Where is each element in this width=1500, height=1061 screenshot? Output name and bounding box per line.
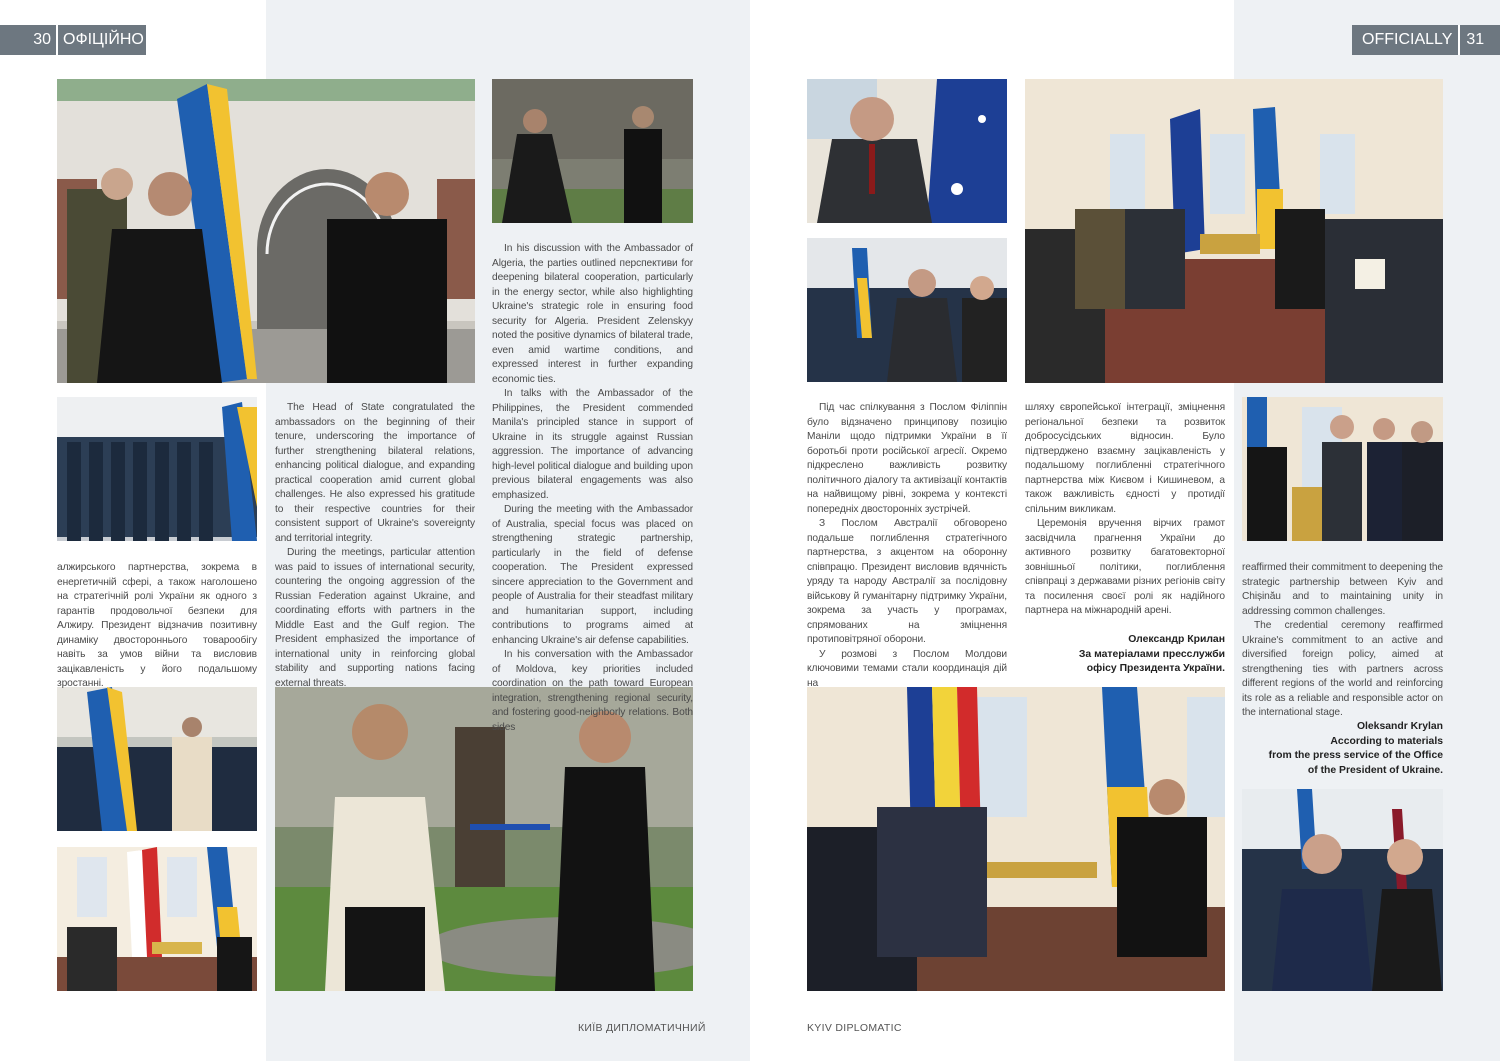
footer-magazine-title: KYIV DIPLOMATIC — [807, 1022, 902, 1034]
paragraph: During the meetings, particular attention was paid to issues of international security, countering the ongoing aggression of the Russian Federation against Ukraine, and coordinating efforts with partners in the Middle East and the Gulf region. The President emphasized the importance of international unity in reinforcing global stability and supporting nations facing external threats. — [275, 547, 475, 689]
signature-en — [1242, 720, 1443, 778]
photo-honor-guard — [57, 397, 257, 541]
text-column-en-2 — [492, 242, 693, 735]
paragraph: The Head of State congratulated the ambassadors on the beginning of their tenure, underscoring the importance of further strengthening bilateral relations, enhancing political dialogue, and expanding practical cooperation amid current global challenges. He also expressed his gratitude to their respective countries for their consistent support of Ukraine's sovereignty and territorial integrity. — [275, 402, 475, 544]
paragraph: The credential ceremony reaffirmed Ukraine's commitment to an active and diversified foreign policy, aimed at strengthening ties with partners across different regions of the world and reinforcing its role as a reliable and responsible actor on the international stage. — [1242, 620, 1443, 718]
text-column-ua-2 — [1025, 401, 1225, 619]
paragraph: У розмові з Послом Молдови ключовими темами стали координація дій на — [807, 648, 1007, 689]
section-title: ОФІЦІЙНО — [63, 31, 144, 48]
text-column-ua-1 — [807, 401, 1007, 691]
source-line: According to materials — [1330, 735, 1443, 747]
paragraph: In his conversation with the Ambassador of Moldova, key priorities included coordination on the path toward European integration, strengthening regional security, and fostering good-neighborly relations. Both sides — [492, 649, 693, 733]
photo-philippines-ceremony — [57, 687, 257, 831]
section-title: OFFICIALLY — [1362, 31, 1453, 48]
author-name: Oleksandr Krylan — [1356, 721, 1443, 732]
paragraph: reaffirmed their commitment to deepening the strategic partnership between Kyiv and Chișinău and to maintaining unity in addressing common challenges. — [1242, 562, 1443, 617]
paragraph: З Послом Австралії обговорено подальше поглиблення стратегічного партнерства, з акцентом на оборонну співпрацю. Президент висловив вдячність уряду та народу Австралії за послідовну військову й гуманітарну підтримку України, зокрема за участь у програмах, спрямованих на зміцнення протиповітряної оборони. — [807, 518, 1007, 645]
page-number: 30 — [33, 31, 51, 48]
paragraph: Церемонія вручення вірчих грамот засвідчила прагнення України до активного розвитку багатовекторної зовнішньої політики, поглиблення співпраці з державами різних регіонів світу та посилення своєї ролі як надійного партнера на міжнародній арені. — [1025, 518, 1225, 616]
photo-moldova-delegation — [1242, 397, 1443, 541]
photo-australia-meeting — [1025, 79, 1443, 383]
photo-australia-ambassador — [807, 79, 1007, 223]
photo-moldova-ambassador-arrival — [1242, 789, 1443, 991]
paragraph: шляху європейської інтеграції, зміцнення регіональної безпеки та розвиток добросусідських відносин. Було підтверджено взаємну зацікавленість у подальшому поглибленні стратегічного партнерства між Києвом і Кишиневом, а також важливість єдності у протидії спільним викликам. — [1025, 402, 1225, 515]
page-number: 31 — [1466, 31, 1485, 48]
right-page-header — [1352, 25, 1500, 55]
signature-ua — [1025, 633, 1225, 677]
photo-algeria-ambassador — [57, 79, 475, 383]
photo-reception-room — [57, 847, 257, 991]
paragraph: In talks with the Ambassador of the Philippines, the President commended Manila's principled stance in support of Ukraine in its struggle against Russian aggression. The importance of advancing high-level political dialogue and building upon previous bilateral engagements was also emphasized. — [492, 388, 693, 501]
source-line: from the press service of the Office — [1268, 750, 1443, 761]
photo-ambassador-handshake — [492, 79, 693, 223]
footer-magazine-title: КИЇВ ДИПЛОМАТИЧНИЙ — [578, 1022, 706, 1034]
paragraph: During the meeting with the Ambassador of Australia, special focus was placed on strengthening strategic partnership, particularly in the field of defense cooperation. The President expressed sincere appreciation to the Government and people of Australia for their steadfast military and humanitarian support, including contributions to programs aimed at enhancing Ukraine's air defense capabilities. — [492, 504, 693, 646]
photo-moldova-guard — [807, 238, 1007, 382]
paragraph: Під час спілкування з Послом Філіппін було відзначено принципову позицію Маніли щодо підтримки України в її боротьбі проти російської агресії. Окремо підкреслено важливість розвитку політичного діалогу та активізації контактів на найвищому рівні, зокрема у контексті попередніх двосторонніх зустрічей. — [807, 402, 1007, 515]
text-column-ua-left — [57, 561, 257, 692]
author-name: Олександр Крилан — [1128, 634, 1225, 645]
source-line: офісу Президента України. — [1086, 663, 1225, 674]
source-line: За матеріалами пресслужби — [1078, 648, 1225, 660]
paragraph: алжирського партнерства, зокрема в енергетичній сфері, а також наголошено на стратегічній ролі України як одного з гарантів продовольчої безпеки для Алжиру. Президент відзначив позитивну динаміку двостороннього товарообігу навіть за умов війни та висловив зацікавленість у його подальшому зростанні. — [57, 562, 257, 689]
photo-moldova-meeting — [807, 687, 1225, 991]
left-page-header — [0, 25, 146, 55]
text-column-en-3 — [1242, 561, 1443, 721]
text-column-en-1 — [275, 401, 475, 691]
source-line: of the President of Ukraine. — [1307, 764, 1443, 776]
paragraph: In his discussion with the Ambassador of Algeria, the parties outlined перспективи for deepening bilateral cooperation, particularly in the energy sector, while also highlighting Ukraine's strategic role in ensuring food security for Algeria. President Zelenskyy noted the positive dynamics of bilateral trade, even amid wartime conditions, and expressed interest in further expanding economic ties. — [492, 243, 693, 385]
